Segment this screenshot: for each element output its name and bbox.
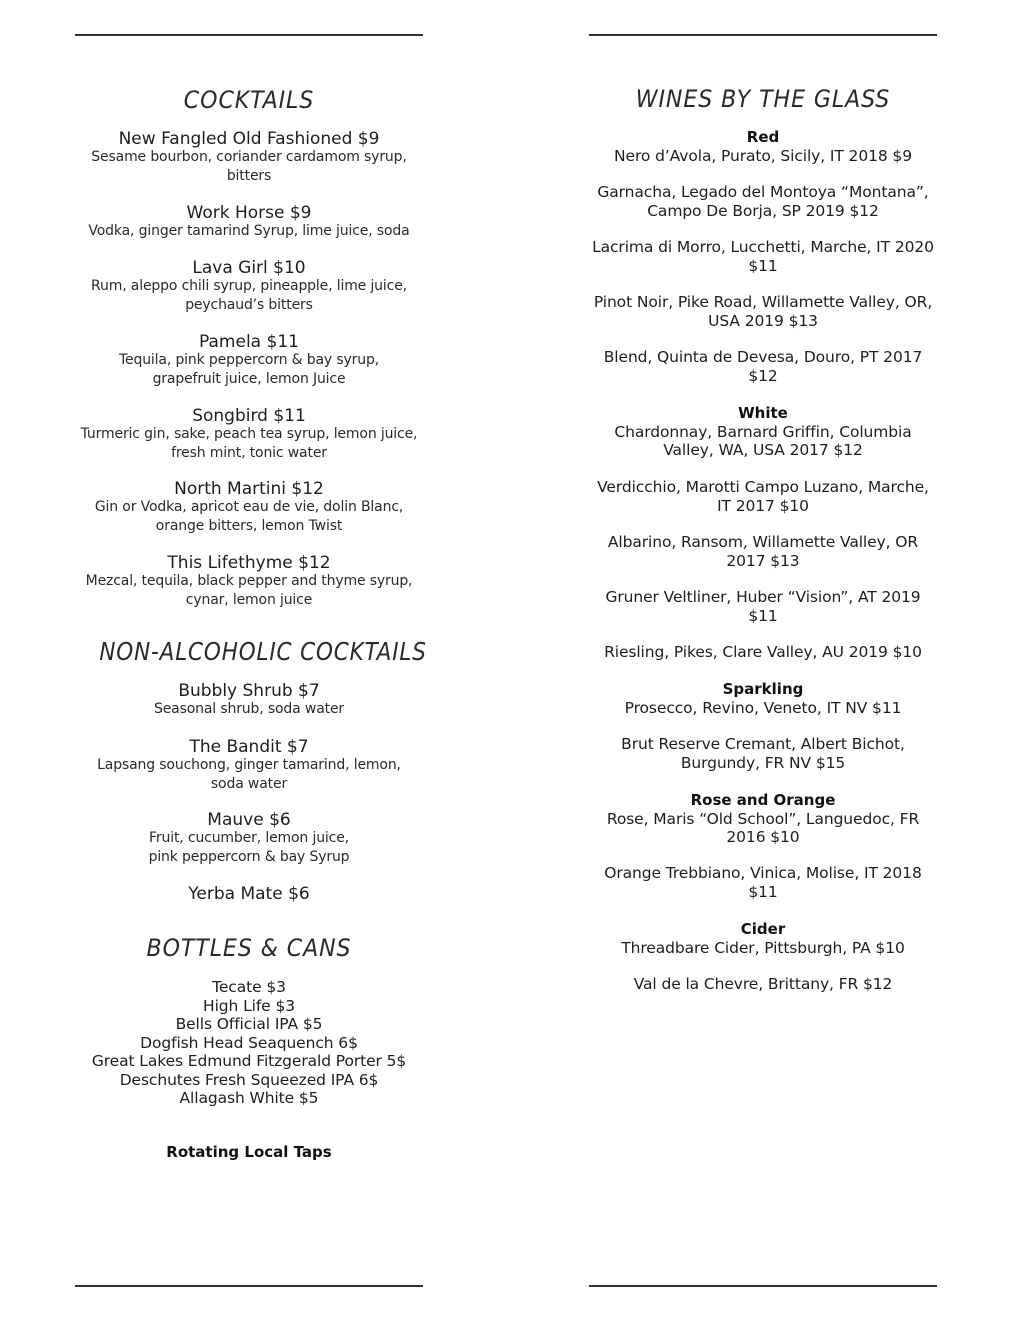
wine-item: Verdicchio, Marotti Campo Luzano, Marche, IT 2017 $10 xyxy=(597,478,929,515)
non-alcoholic-heading: NON-ALCOHOLIC COCKTAILS xyxy=(99,637,427,666)
cocktail-desc: Rum, aleppo chili syrup, pineapple, lime juice, peychaud’s bitters xyxy=(91,278,407,313)
cocktail-name: New Fangled Old Fashioned $9 xyxy=(118,129,380,149)
cocktail-item xyxy=(75,259,423,314)
cocktail-name: Songbird $11 xyxy=(192,406,306,426)
mocktail-item xyxy=(75,885,423,903)
cocktail-item xyxy=(75,554,423,609)
wine-item: Lacrima di Morro, Lucchetti, Marche, IT 2020 $11 xyxy=(592,238,934,275)
mocktail-name: Mauve $6 xyxy=(207,810,291,830)
wine-category-title: White xyxy=(738,404,788,422)
wine-item: Gruner Veltliner, Huber “Vision”, AT 2019 $11 xyxy=(605,588,921,625)
wine-category-sparkling xyxy=(589,680,937,717)
mocktail-desc: Fruit, cucumber, lemon juice, pink peppercorn & bay Syrup xyxy=(148,830,350,865)
wine-item: Albarino, Ransom, Willamette Valley, OR 2017 $13 xyxy=(607,533,919,570)
wine-category-title: Sparkling xyxy=(722,680,804,698)
wine-item: Threadbare Cider, Pittsburgh, PA $10 xyxy=(621,938,905,957)
wine-item: Riesling, Pikes, Clare Valley, AU 2019 $10 xyxy=(604,643,922,661)
cocktail-name: This Lifethyme $12 xyxy=(167,553,331,573)
left-column xyxy=(75,0,427,1326)
cocktail-desc: Mezcal, tequila, black pepper and thyme syrup, cynar, lemon juice xyxy=(85,573,413,608)
cocktail-desc: Vodka, ginger tamarind Syrup, lime juice, soda xyxy=(88,223,410,239)
mocktail-item xyxy=(75,682,423,719)
beer-item: Dogfish Head Seaquench 6$ xyxy=(140,1033,358,1052)
cocktail-desc: Sesame bourbon, coriander cardamom syrup, bitters xyxy=(91,149,407,184)
wines-heading: WINES BY THE GLASS xyxy=(635,85,891,113)
bottles-cans-heading: BOTTLES & CANS xyxy=(146,934,352,962)
wine-item: Blend, Quinta de Devesa, Douro, PT 2017 $12 xyxy=(603,348,923,385)
cocktail-desc: Tequila, pink peppercorn & bay syrup, grapefruit juice, lemon Juice xyxy=(118,352,379,387)
beer-item: Great Lakes Edmund Fitzgerald Porter 5$ xyxy=(91,1052,407,1070)
wine-category-cider xyxy=(589,920,937,957)
cocktail-name: Lava Girl $10 xyxy=(192,258,306,278)
cocktail-desc: Gin or Vodka, apricot eau de vie, dolin Blanc, orange bitters, lemon Twist xyxy=(94,499,404,534)
cocktails-heading: COCKTAILS xyxy=(183,86,315,114)
wine-item: Brut Reserve Cremant, Albert Bichot, Burgundy, FR NV $15 xyxy=(621,735,905,772)
wine-category-red xyxy=(589,128,937,165)
cocktail-name: Work Horse $9 xyxy=(186,203,312,223)
mocktail-desc: Seasonal shrub, soda water xyxy=(153,701,345,717)
cocktail-item xyxy=(75,407,423,462)
wine-category-rose-orange xyxy=(589,791,937,847)
beer-list xyxy=(75,978,423,1108)
beer-item: Deschutes Fresh Squeezed IPA 6$ xyxy=(119,1070,379,1089)
wine-item: Chardonnay, Barnard Griffin, Columbia Valley, WA, USA 2017 $12 xyxy=(614,422,912,459)
mocktail-item xyxy=(75,738,423,793)
cocktail-item xyxy=(75,204,423,241)
mocktail-name: Bubbly Shrub $7 xyxy=(178,681,320,701)
mocktail-desc: Lapsang souchong, ginger tamarind, lemon, soda water xyxy=(97,757,401,792)
wine-category-title: Red xyxy=(746,128,780,146)
beer-item: Bells Official IPA $5 xyxy=(175,1015,323,1033)
cocktail-name: North Martini $12 xyxy=(174,479,324,499)
wine-item: Rose, Maris “Old School”, Languedoc, FR 2016 $10 xyxy=(606,809,920,846)
cocktail-name: Pamela $11 xyxy=(199,332,299,352)
wine-category-title: Cider xyxy=(740,920,786,938)
wine-category-white xyxy=(589,404,937,460)
beer-item: Allagash White $5 xyxy=(179,1089,319,1107)
cocktail-item xyxy=(75,130,423,185)
cocktail-item xyxy=(75,480,423,535)
wine-item: Val de la Chevre, Brittany, FR $12 xyxy=(633,975,893,993)
cocktail-desc: Turmeric gin, sake, peach tea syrup, lemon juice, fresh mint, tonic water xyxy=(80,426,418,461)
wine-item: Orange Trebbiano, Vinica, Molise, IT 2018 $11 xyxy=(604,864,922,901)
wine-item: Nero d’Avola, Purato, Sicily, IT 2018 $9 xyxy=(614,146,912,165)
mocktail-item xyxy=(75,811,423,866)
cocktail-item xyxy=(75,333,423,388)
wine-item: Garnacha, Legado del Montoya “Montana”, Campo De Borja, SP 2019 $12 xyxy=(597,183,929,220)
wine-item: Prosecco, Revino, Veneto, IT NV $11 xyxy=(624,698,902,717)
wine-category-title: Rose and Orange xyxy=(690,791,836,809)
right-column xyxy=(589,0,937,1326)
wine-item: Pinot Noir, Pike Road, Willamette Valley, OR, USA 2019 $13 xyxy=(593,293,933,330)
mocktail-name: The Bandit $7 xyxy=(189,737,309,757)
beer-item: High Life $3 xyxy=(203,996,295,1015)
beer-item: Tecate $3 xyxy=(212,978,286,996)
mocktail-name: Yerba Mate $6 xyxy=(188,884,310,904)
rotating-taps-label: Rotating Local Taps xyxy=(166,1143,332,1161)
